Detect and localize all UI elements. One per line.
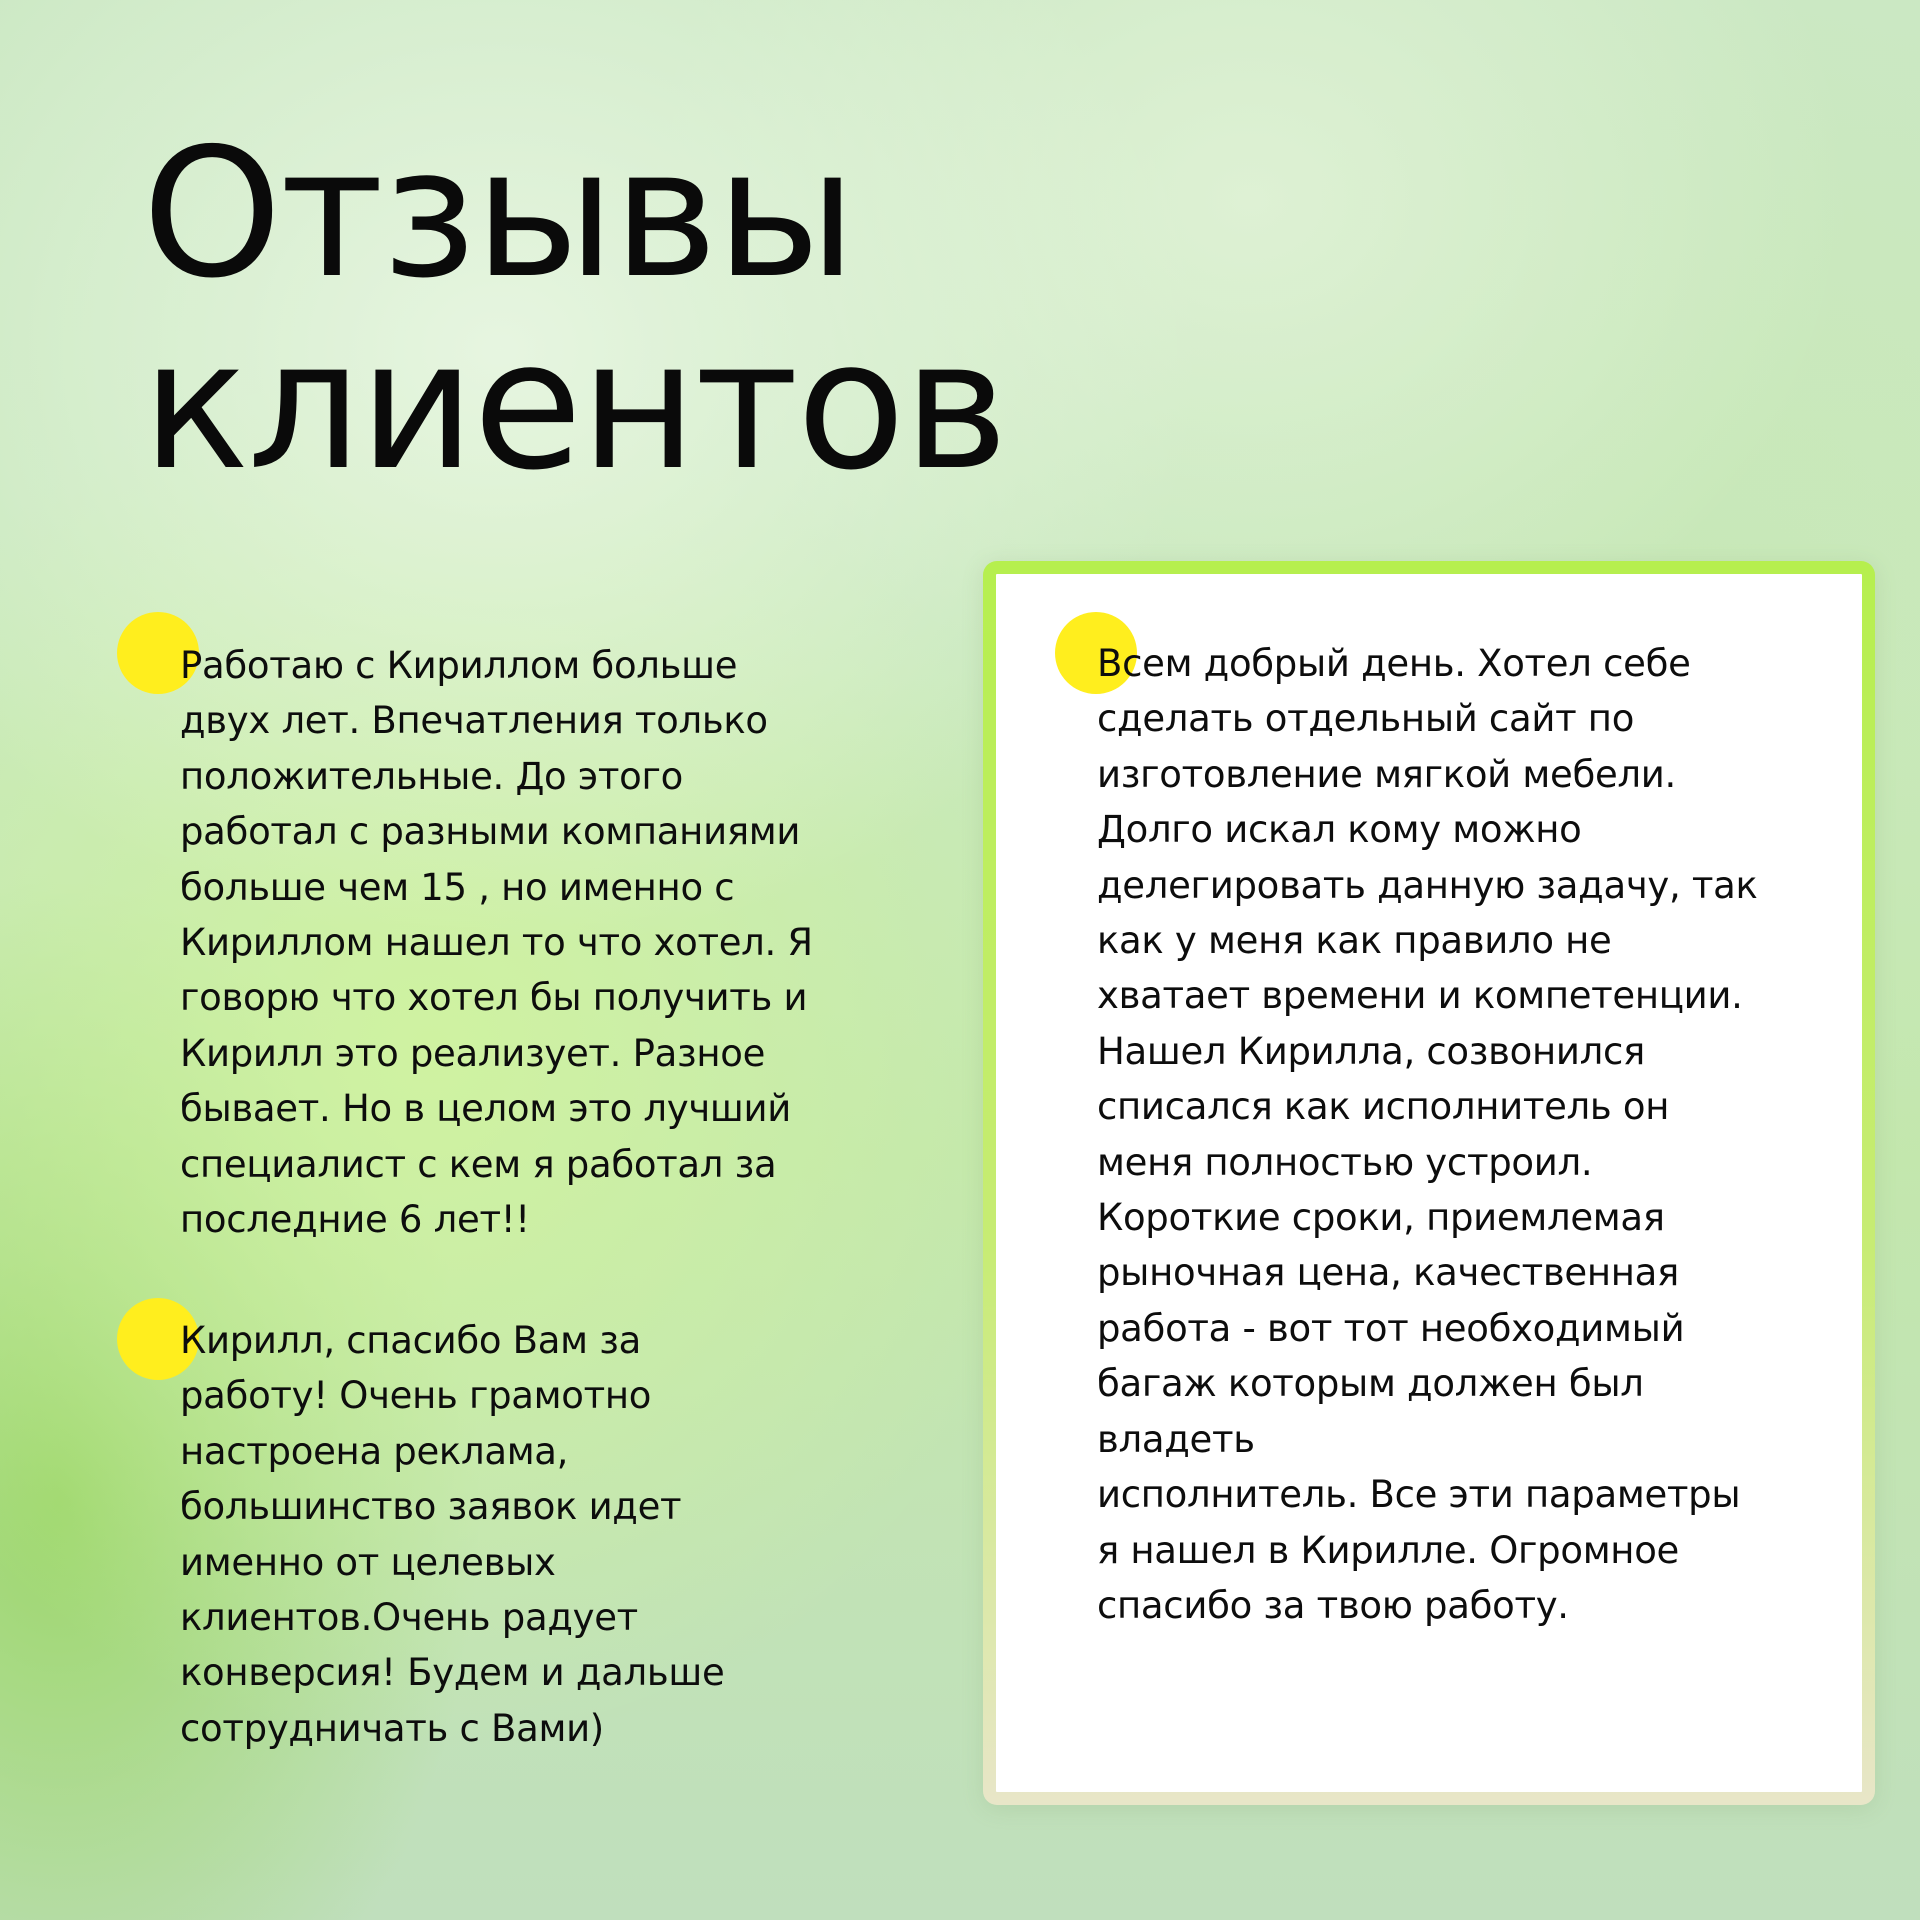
review-text-2: Кирилл, спасибо Вам за работу! Очень грамотно настроена реклама, большинство заявок идет именно от целевых клиентов.Очень радует конверсия! Будем и дальше сотрудничать с Вами) xyxy=(180,1319,725,1750)
review-text-1: Работаю с Кириллом больше двух лет. Впечатления только положительные. До этого работал с разными компаниями больше чем 15 , но именно с Кириллом нашел то что хотел. Я говорю что хотел бы получить и Кирилл это реализует. Разное бывает. Но в целом это лучший специалист с кем я работал за последние 6 лет!! xyxy=(180,644,813,1242)
review-text-3: Всем добрый день. Хотел себе сделать отдельный сайт по изготовление мягкой мебели. Долго искал кому можно делегировать данную задачу, так как у меня как правило не хватает времени и компетенции. Нашел Кирилла, созвонился списался как исполнитель он меня полностью устроил. Короткие сроки, приемлемая рыночная цена, качественная работа - вот тот необходимый багаж которым должен был владеть исполнитель. Все эти параметры я нашел в Кирилле. Огромное спасибо за твою работу. xyxy=(1097,642,1758,1627)
page-title: Отзывы клиентов xyxy=(142,110,1007,509)
